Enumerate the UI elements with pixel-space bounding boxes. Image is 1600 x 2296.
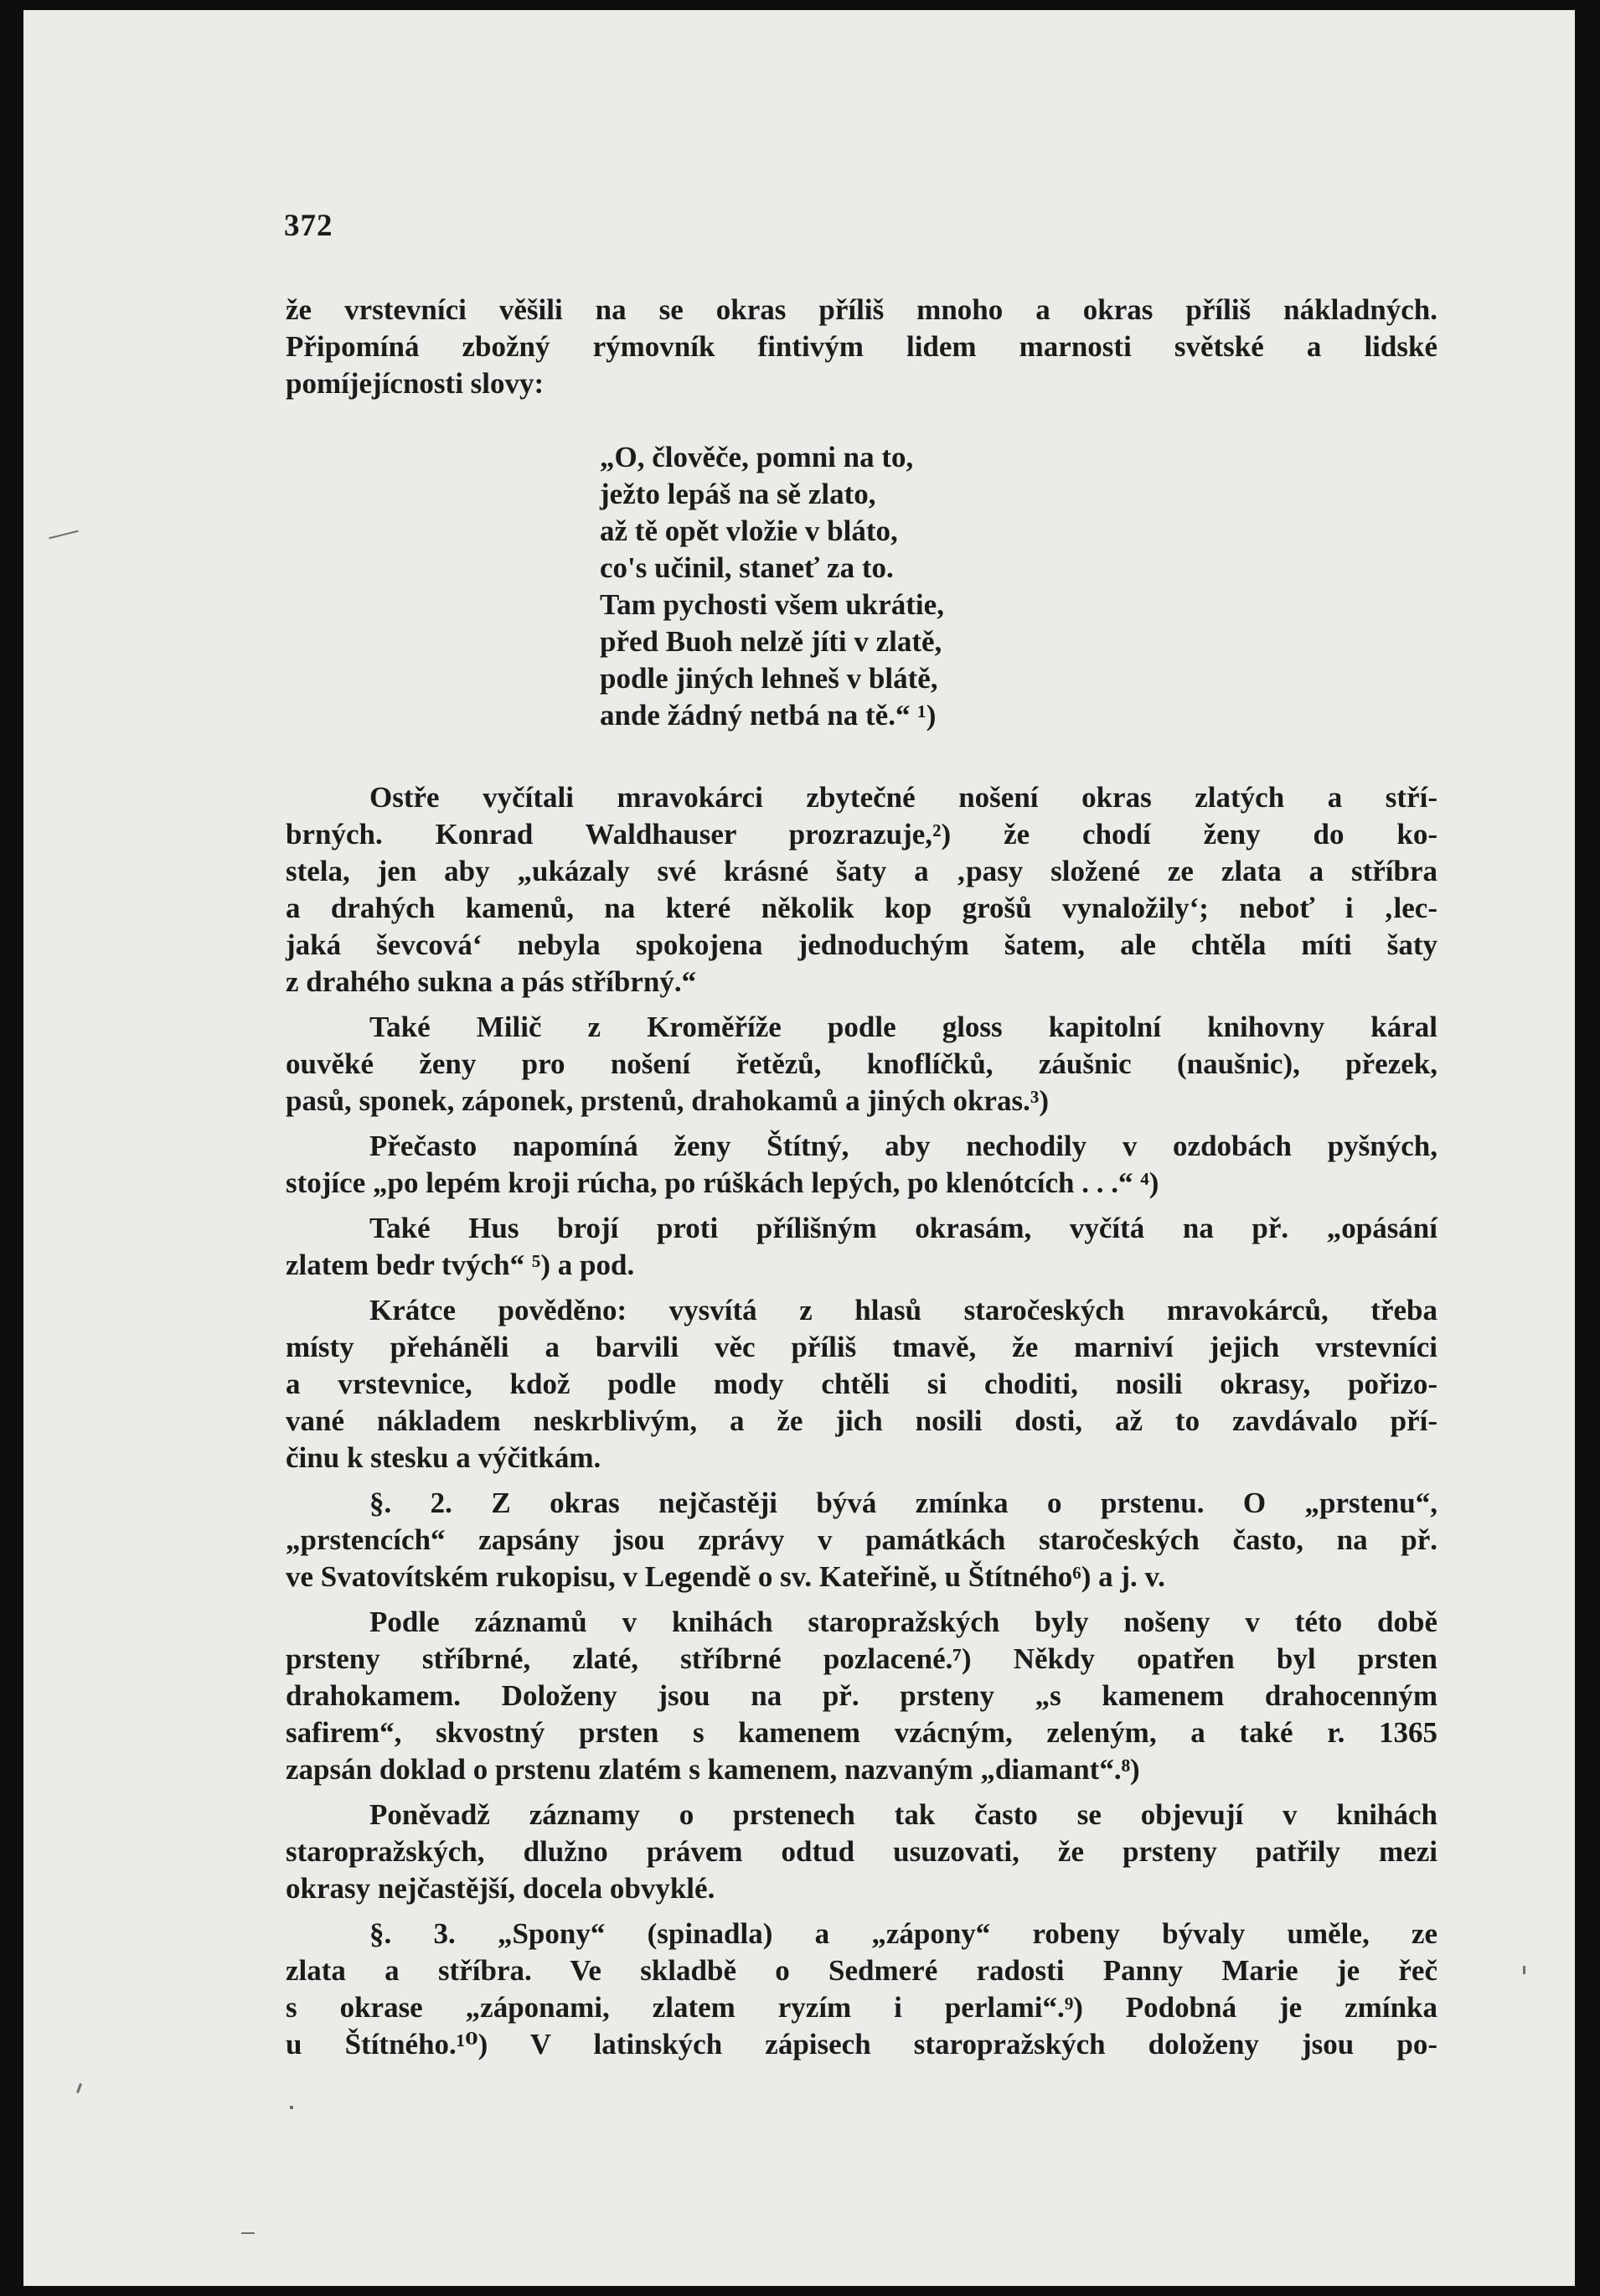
text-line: drahokamem. Doloženy jsou na př. prsteny „s kamenem drahocenným [286,1679,1437,1712]
text-line: Krátce pověděno: vysvítá z hlasů staročeských mravokárců, třeba [369,1294,1437,1326]
scan-speck [290,2106,293,2109]
text-line: Také Milič z Kroměříže podle gloss kapitolní knihovny káral [369,1011,1437,1043]
scan-speck [241,2232,255,2234]
text-line: staropražských, dlužno právem odtud usuzovati, že prsteny patřily mezi [286,1835,1437,1868]
text-line: Přečasto napomíná ženy Štítný, aby nechodily v ozdobách pyšných, [369,1130,1437,1162]
text-line: činu k stesku a výčitkám. [286,1441,601,1474]
text-line: Připomíná zbožný rýmovník fintivým lidem marnosti světské a lidské [286,330,1437,363]
scan-speck [49,530,78,540]
text-line: stojíce „po lepém kroji rúcha, po rúškách lepých, po klenótcích . . .“ ⁴) [286,1166,1159,1199]
scanned-page [23,10,1575,2286]
text-line: vané nákladem neskrblivým, a že jich nosili dosti, až to zavdávalo pří- [286,1404,1437,1437]
text-line: z drahého sukna a pás stříbrný.“ [286,965,697,998]
text-line: §. 3. „Spony“ (spinadla) a „zápony“ robeny bývaly uměle, ze [369,1917,1437,1950]
text-line: Ostře vyčítali mravokárci zbytečné nošení okras zlatých a stří- [369,781,1437,814]
poem-line: ježto lepáš na sě zlato, [600,478,876,510]
text-line: ouvěké ženy pro nošení řetězů, knoflíčků, záušnic (naušnic), přezek, [286,1047,1437,1080]
text-line: zlatem bedr tvých“ ⁵) a pod. [286,1249,635,1281]
poem-line: až tě opět vložie v bláto, [600,515,898,547]
body-text [286,779,1437,2063]
poem-line: Tam pychosti všem ukrátie, [600,588,944,621]
text-line: u Štítného.¹⁰) V latinských zápisech staropražských doloženy jsou po- [286,2028,1437,2061]
poem-line: co's učinil, staneť za to. [600,551,894,584]
text-line: safirem“, skvostný prsten s kamenem vzácným, zeleným, a také r. 1365 [286,1716,1437,1749]
scan-speck [76,2083,82,2093]
scan-speck [1523,1966,1525,1974]
text-line: „prstencích“ zapsány jsou zprávy v památkách staročeských často, na př. [286,1523,1437,1556]
poem-line: ande žádný netbá na tě.“ ¹) [600,699,937,732]
text-line: pasů, sponek, záponek, prstenů, drahokamů a jiných okras.³) [286,1084,1049,1117]
text-line: a drahých kamenů, na které několik kop grošů vynaložily‘; neboť i ‚lec- [286,892,1437,924]
text-line: místy přeháněli a barvili věc příliš tmavě, že marniví jejich vrstevníci [286,1331,1437,1363]
poem-line: podle jiných lehneš v blátě, [600,662,938,695]
text-line: s okrase „záponami, zlatem ryzím i perlami“.⁹) Podobná je zmínka [286,1991,1437,2024]
text-line: zlata a stříbra. Ve skladbě o Sedmeré radosti Panny Marie je řeč [286,1954,1437,1987]
poem-line: před Buoh nelzě jíti v zlatě, [600,625,942,658]
text-line: brných. Konrad Waldhauser prozrazuje,²) že chodí ženy do ko- [286,818,1437,851]
text-line: okrasy nejčastější, docela obvyklé. [286,1872,715,1905]
text-line: Podle záznamů v knihách staropražských byly nošeny v této době [369,1606,1437,1638]
intro-paragraph [286,292,1437,402]
poem-line: „O, člověče, pomni na to, [600,441,914,473]
text-line: Také Hus brojí proti přílišným okrasám, vyčítá na př. „opásání [369,1212,1437,1244]
text-line: pomíjejícnosti slovy: [286,367,545,400]
poem-quotation [600,439,944,734]
text-line: zapsán doklad o prstenu zlatém s kamenem, nazvaným „diamant“.⁸) [286,1753,1140,1786]
text-line: §. 2. Z okras nejčastěji bývá zmínka o prstenu. O „prstenu“, [369,1487,1437,1519]
page-number: 372 [284,209,333,243]
text-line: Poněvadž záznamy o prstenech tak často se objevují v knihách [369,1798,1437,1831]
text-line: stela, jen aby „ukázaly své krásné šaty a ‚pasy složené ze zlata a stříbra [286,855,1437,887]
text-line: a vrstevnice, kdož podle mody chtěli si choditi, nosili okrasy, pořizo- [286,1368,1437,1400]
text-line: prsteny stříbrné, zlaté, stříbrné pozlacené.⁷) Někdy opatřen byl prsten [286,1642,1437,1675]
text-line: jaká ševcová‘ nebyla spokojena jednoduchým šatem, ale chtěla míti šaty [286,928,1437,961]
text-line: že vrstevníci věšili na se okras příliš mnoho a okras příliš nákladných. [286,293,1437,326]
text-line: ve Svatovítském rukopisu, v Legendě o sv. Kateřině, u Štítného⁶) a j. v. [286,1560,1165,1593]
